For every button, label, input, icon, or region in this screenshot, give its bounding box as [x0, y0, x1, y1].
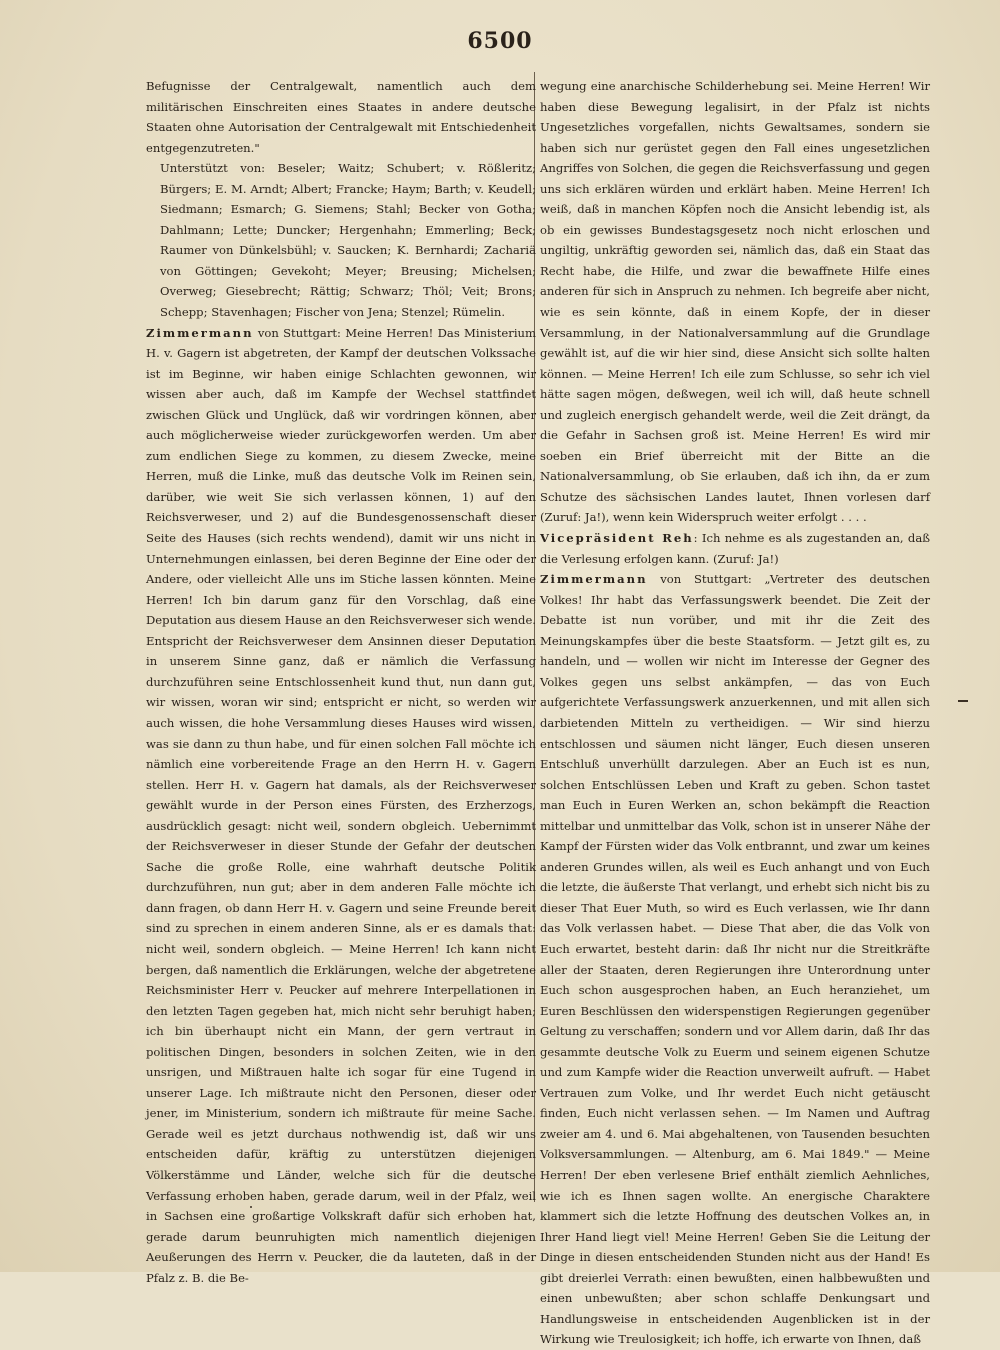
speech-text: : Ich nehme es als zugestanden an, daß die Verlesung erfolgen kann. (Zuruf: Ja!)	[540, 531, 930, 566]
right-column	[540, 76, 930, 1350]
paragraph-closing-quote: Befugnisse der Centralgewalt, namentlich auch dem militärischen Einschreiten eines Staates in andere deutsche Staaten ohne Autorisation der Centralgewalt mit Entschiedenheit entgegenzutreten."	[146, 79, 536, 155]
speech-text: von Stuttgart: „Vertreter des deutschen Volkes! Ihr habt das Verfassungswerk beendet. Die Zeit der Debatte ist nun vorüber, und mit ihr die Zeit des Meinungskampfes über die beste Staatsform. — Jetzt gilt es, zu handeln, und — wollen wir nicht im Interesse der Gegner des Volkes gegen uns selbst ankämpfen, — das von Euch aufgerichtete Verfassungswerk anzuerkennen, und mit allen sich darbietenden Mitteln zu vertheidigen. — Wir sind hierzu entschlossen und säumen nicht länger, Euch diesen unseren Entschluß unverhüllt darzulegen. Aber an Euch ist es nun, solchen Entschlüssen Leben und Kraft zu geben. Schon tastet man Euch in Euren Werken an, schon bekämpft die Reaction mittelbar und unmittelbar das Volk, schon ist in unserer Nähe der Kampf der Fürsten wider das Volk entbrannt, und zwar um keines anderen Grundes willen, als weil es Euch anhangt und von Euch die letzte, die äußerste That verlangt, und erhebt sich nicht bis zu dieser That Euer Muth, so wird es Euch verlassen, wie Ihr dann das Volk verlassen habet. — Diese That aber, die das Volk von Euch erwartet, besteht darin: daß Ihr nicht nur die Streitkräfte aller der Staaten, deren Regierungen ihre Unterordnung unter Euch schon ausgesprochen haben, an Euch heranziehet, um Euren Beschlüssen den widerspenstigen Regierungen gegenüber Geltung zu verschaffen; sondern und vor Allem darin, daß Ihr das gesammte deutsche Volk zu Euerm und seinem eigenen Schutze und zum Kampfe wider die Reaction unverweilt aufruft. — Habet Vertrauen zum Volke, und Ihr werdet Euch nicht getäuscht finden, Euch nicht verlassen sehen. — Im Namen und Auftrag zweier am 4. und 6. Mai abgehaltenen, von Tausenden besuchten Volksversammlungen. — Altenburg, am 6. Mai 1849." — Meine Herren! Der eben verlesene Brief enthält ziemlich Aehnliches, wie ich es Ihnen sagen wollte. An energische Charaktere klammert sich die letzte Hoffnung des deutschen Volkes an, in Ihrer Hand liegt viel! Meine Herren! Geben Sie die Leitung der Dinge in diesen entscheidenden Stunden nicht aus der Hand! Es gibt dreierlei Verrath: einen bewußten, einen halbbewußten und einen unbewußten; aber schon schlaffe Denkungsart und Handlungsweise in entscheidenden Augenblicken ist in der Wirkung wie Treulosigkeit; ich hoffe, ich erwarte von Ihnen, daß	[540, 572, 930, 1347]
speaker-name: Vicepräsident Reh	[540, 531, 694, 546]
paragraph-continuation: wegung eine anarchische Schilderhebung sei. Meine Herren! Wir haben diese Bewegung legalisirt, in der Pfalz ist nichts Ungesetzliches vorgefallen, nichts Gewaltsames, sondern sie haben sich nur gerüstet gegen den Fall eines ungesetzlichen Angriffes von Solchen, die gegen die Reichsverfassung und gegen uns sich erklären würden und erklärt haben. Meine Herren! Ich weiß, daß in manchen Köpfen noch die Ansicht lebendig ist, als ob ein gewisses Bundestagsgesetz noch nicht erloschen und ungiltig, unkräftig geworden sei, nämlich das, daß ein Staat das Recht habe, die Hilfe, und zwar die bewaffnete Hilfe eines anderen für sich in Anspruch zu nehmen. Ich begreife aber nicht, wie es sein könnte, daß in einem Kopfe, der in dieser Versammlung, in der Nationalversammlung auf die Grundlage gewählt ist, auf die wir hier sind, diese Ansicht sich sollte halten können. — Meine Herren! Ich eile zum Schlusse, so sehr ich viel hätte sagen mögen, deßwegen, weil ich will, daß heute schnell und zugleich energisch gehandelt werde, weil die Zeit drängt, da die Gefahr in Sachsen groß ist. Meine Herren! Es wird mir soeben ein Brief überreicht mit der Bitte an die Nationalversammlung, ob Sie erlauben, daß ich ihn, da er zum Schutze des sächsischen Landes lautet, Ihnen vorlesen darf (Zuruf: Ja!), wenn kein Widerspruch weiter erfolgt . . . .	[540, 79, 930, 525]
page-number: 6500	[467, 28, 533, 54]
speaker-name: Zimmermann	[146, 325, 254, 340]
speech-zimmermann-2	[540, 569, 930, 1350]
print-speck	[250, 1206, 252, 1208]
speaker-name: Zimmermann	[540, 572, 648, 587]
speech-zimmermann-1	[146, 323, 536, 1289]
speech-text: von Stuttgart: Meine Herren! Das Ministerium H. v. Gagern ist abgetreten, der Kampf der deutschen Volkssache ist im Beginne, wir haben einige Schlachten gewonnen, wir wissen aber auch, daß im Kampfe der Wechsel stattfindet zwischen Glück und Unglück, daß wir vordringen können, aber auch möglicherweise wieder zurückgeworfen werden. Um aber zum endlichen Siege zu kommen, zu diesem Zwecke, meine Herren, muß die Linke, muß das deutsche Volk im Reinen sein, darüber, wie weit Sie sich verlassen können, 1) auf den Reichsverweser, und 2) auf die Bundesgenossenschaft dieser Seite des Hauses (sich rechts wendend), damit wir uns nicht in Unternehmungen einlassen, bei deren Beginne der Eine oder der Andere, oder vielleicht Alle uns im Stiche lassen könnten. Meine Herren! Ich bin darum ganz für den Vorschlag, daß eine Deputation aus diesem Hause an den Reichsverweser sich wende. Entspricht der Reichsverweser dem Ansinnen dieser Deputation in unserem Sinne ganz, daß er nämlich die Verfassung durchzuführen seine Entschlossenheit kund thut, nun dann gut, wir wissen, woran wir sind; entspricht er nicht, so werden wir auch wissen, die hohe Versammlung dieses Hauses wird wissen, was sie dann zu thun habe, und für einen solchen Fall möchte ich nämlich eine vorbereitende Frage an den Herrn H. v. Gagern stellen. Herr H. v. Gagern hat damals, als der Reichsverweser gewählt wurde in der Person eines Fürsten, des Erzherzogs, ausdrücklich gesagt: nicht weil, sondern obgleich. Uebernimmt der Reichsverweser in dieser Stunde der Gefahr der deutschen Sache die große Rolle, eine wahrhaft deutsche Politik durchzuführen, nun gut; aber in dem anderen Falle möchte ich dann fragen, ob dann Herr H. v. Gagern und seine Freunde bereit sind zu sprechen in einem anderen Sinne, als er es damals that: nicht weil, sondern obgleich. — Meine Herren! Ich kann nicht bergen, daß namentlich die Erklärungen, welche der abgetretene Reichsminister Herr v. Peucker auf mehrere Interpellationen in den letzten Tagen gegeben hat, mich nicht sehr beruhigt haben; ich bin überhaupt nicht ein Mann, der gern vertraut in politischen Dingen, besonders in solchen Zeiten, wie in den unsrigen, und Mißtrauen halte ich sogar für eine Tugend in unserer Lage. Ich mißtraute nicht den Personen, dieser oder jener, im Ministerium, sondern ich mißtraute für meine Sache. Gerade weil es jetzt durchaus nothwendig ist, daß wir uns entscheiden dafür, kräftig zu unterstützen diejenigen Völkerstämme und Länder, welche sich für die deutsche Verfassung erhoben haben, gerade darum, weil in der Pfalz, weil in Sachsen eine großartige Volkskraft dafür sich erhoben hat, gerade darum beunruhigten mich namentlich diejenigen Aeußerungen des Herrn v. Peucker, die da lauteten, daß in der Pfalz z. B. die Be-	[146, 325, 536, 1285]
left-column	[146, 76, 536, 1288]
margin-mark	[958, 700, 968, 702]
supporters-list: Unterstützt von: Beseler; Waitz; Schubert; v. Rößleritz; Bürgers; E. M. Arndt; Albert; Francke; Haym; Barth; v. Keudell; Siedmann; Esmarch; G. Siemens; Stahl; Becker von Gotha; Dahlmann; Lette; Duncker; Hergenhahn; Emmerling; Beck; Raumer von Dünkelsbühl; v. Saucken; K. Bernhardi; Zachariä von Göttingen; Gevekoht; Meyer; Breusing; Michelsen; Overweg; Giesebrecht; Rättig; Schwarz; Thöl; Veit; Brons; Schepp; Stavenhagen; Fischer von Jena; Stenzel; Rümelin.	[160, 161, 536, 320]
speech-vicepresident	[540, 528, 930, 569]
